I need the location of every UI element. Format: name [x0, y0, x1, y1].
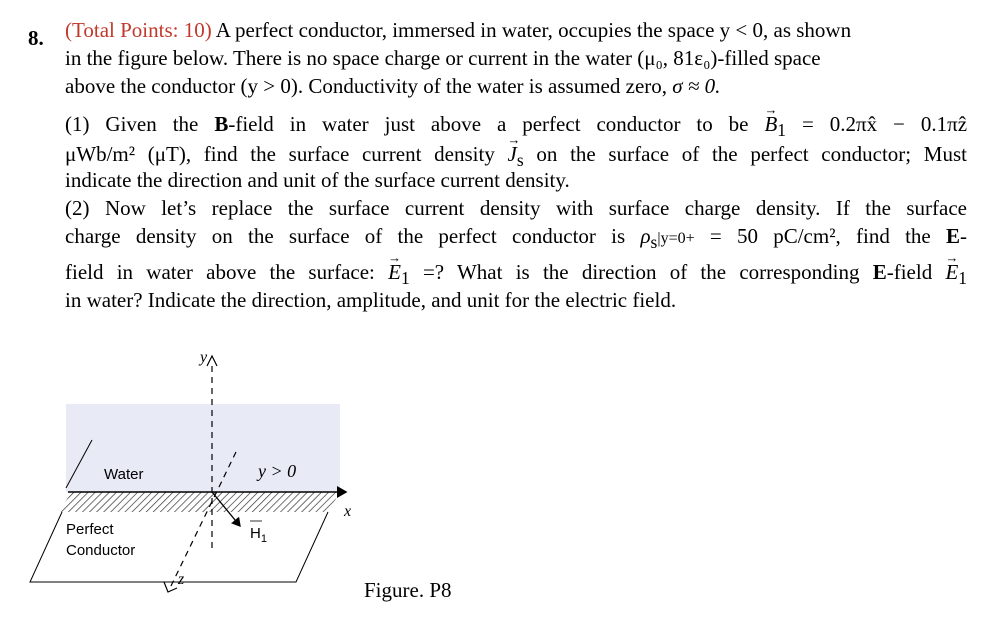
intro-line-1: (Total Points: 10) A perfect conductor, immersed in water, occupies the space y < 0, as shown	[65, 18, 852, 42]
label-water: Water	[104, 466, 144, 483]
label-axis-y: y	[200, 349, 208, 366]
label-region: y > 0	[258, 461, 297, 481]
label-axis-x: x	[344, 503, 352, 520]
problem-number: 8.	[28, 26, 44, 50]
part2-line-2: charge density on the surface of the perfect conductor is $\rho_s|y=0+ = 50$ pC/cm², find the E-	[65, 224, 968, 253]
b1-vector: → B	[764, 112, 777, 136]
js-vector: → J	[508, 142, 517, 166]
label-axis-z: z	[178, 571, 185, 588]
figure-caption: Figure. P8	[364, 578, 452, 602]
part2-line-4: in water? Indicate the direction, amplitude, and unit for the electric field.	[65, 288, 677, 312]
part2-line-3: field in water above the surface: → $E_1$ =? What is the direction of the corresponding E-field → $E_1$	[65, 260, 967, 290]
part1-line-3: indicate the direction and unit of the surface current density.	[65, 168, 570, 192]
conductor-surface-hatch	[58, 492, 340, 512]
z-axis-arrow	[164, 582, 177, 592]
part1-line-1: (1) Given the B-field in water just above a perfect conductor to be → $B_1$ = 0.2πx̂ − 0.1πẑ	[65, 112, 967, 142]
label-h1: $H_1$	[250, 525, 267, 545]
rho-symbol: ρ	[640, 224, 651, 248]
label-perfect: Perfect	[66, 521, 114, 538]
intro-line-2: in the figure below. There is no space charge or current in the water (μ₀, 81ε₀)-filled space	[65, 46, 821, 70]
part2-line-1: (2) Now let’s replace the surface current density with surface charge density. If the surface	[65, 196, 967, 220]
intro-line-3: above the conductor (y > 0). Conductivity of the water is assumed zero, σ ≈ 0.	[65, 74, 721, 98]
part1-line-2: μWb/m² (μT), find the surface current density → $J_s$ on the surface of the perfect conductor; Must	[65, 142, 967, 172]
total-points: (Total Points: 10)	[65, 18, 212, 42]
e1-vector-2: → E	[945, 260, 958, 284]
e1-vector: → E	[388, 260, 401, 284]
label-conductor: Conductor	[66, 542, 136, 559]
y-axis-arrow	[207, 356, 217, 366]
